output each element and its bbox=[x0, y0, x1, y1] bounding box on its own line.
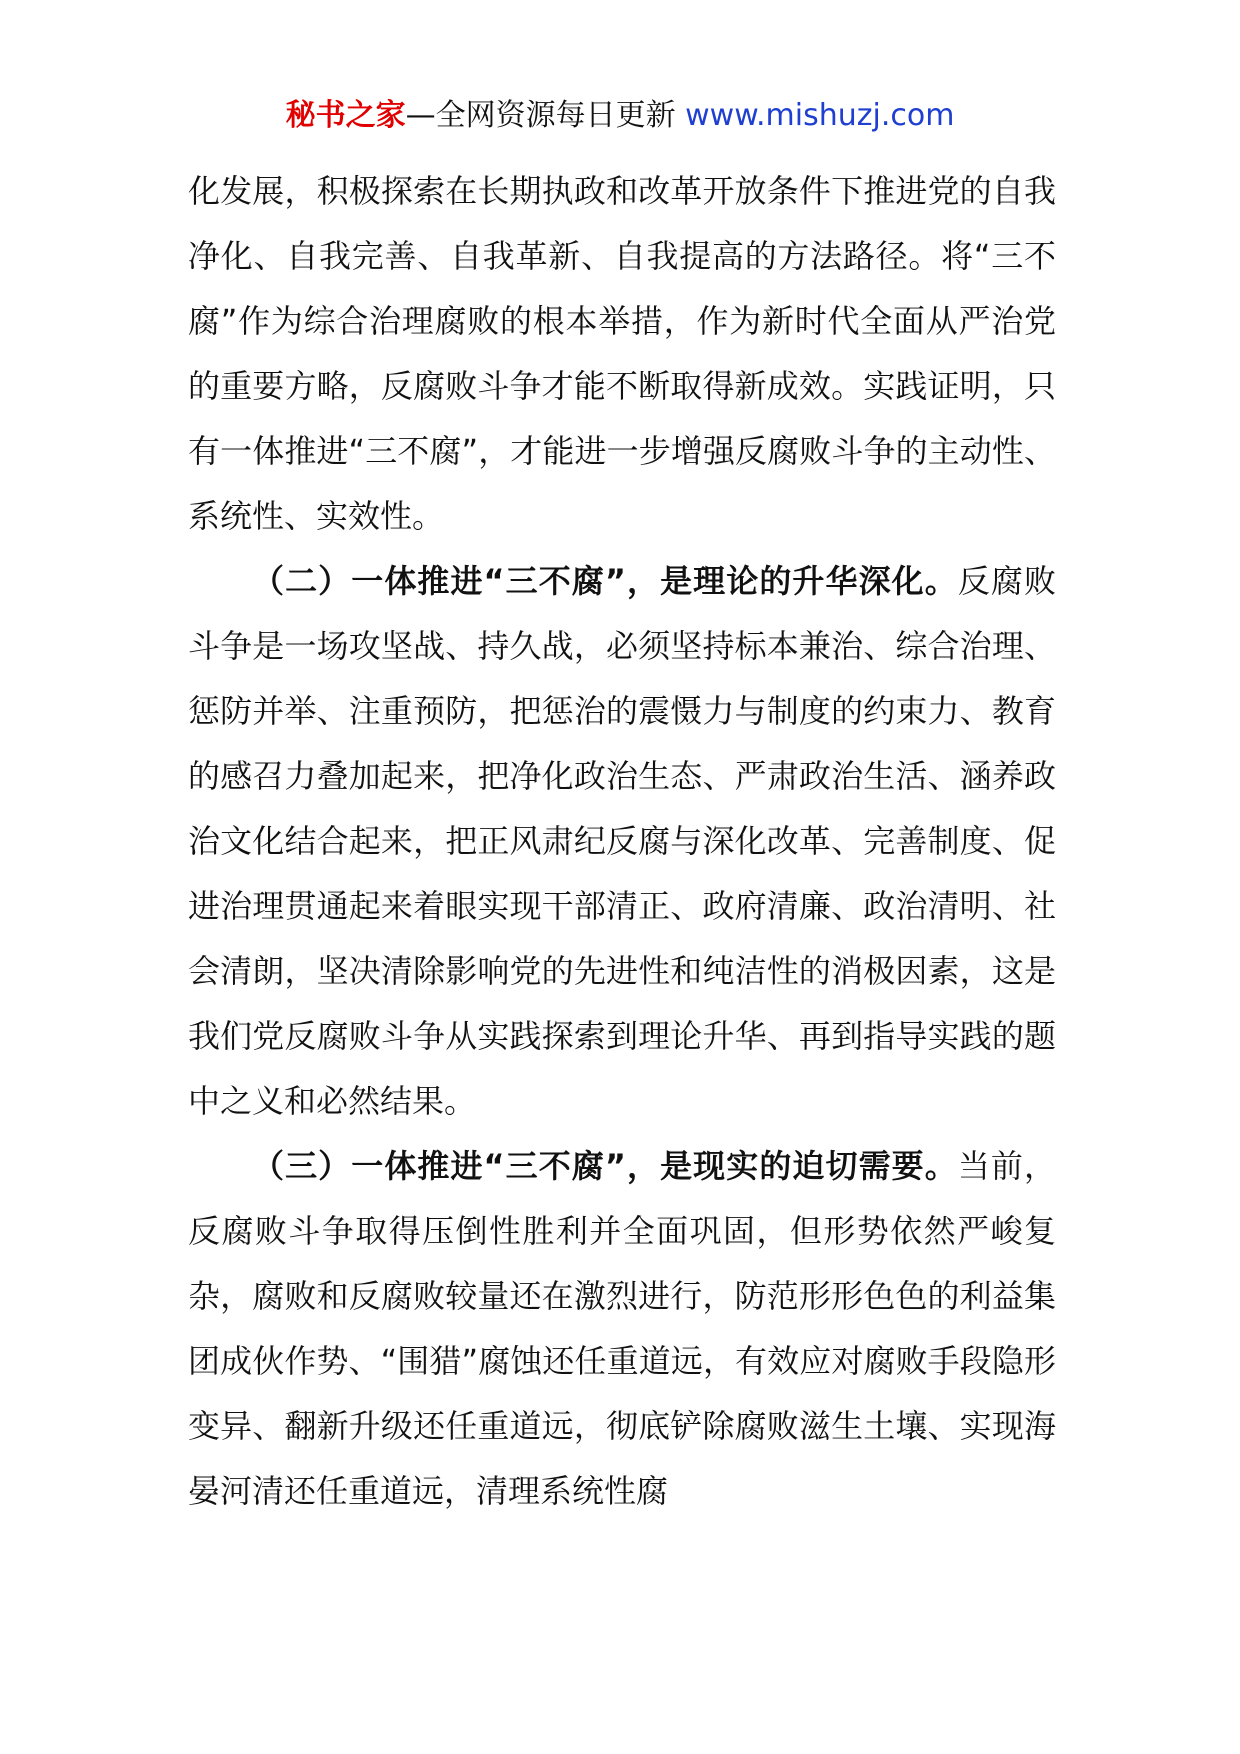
section-2-heading: （二）一体推进“三不腐”，是理论的升华深化。 bbox=[252, 562, 958, 600]
section-2-text: 反腐败斗争是一场攻坚战、持久战，必须坚持标本兼治、综合治理、惩防并举、注重预防，把惩治的震慑力与制度的约束力、教育的感召力叠加起来，把净化政治生态、严肃政治生活、涵养政治文化结合起来，把正风肃纪反腐与深化改革、完善制度、促进治理贯通起来着眼实现干部清正、政府清廉、政治清明、社会清朗，坚决清除影响党的先进性和纯洁性的消极因素，这是我们党反腐败斗争从实践探索到理论升华、再到指导实践的题中之义和必然结果。 bbox=[188, 562, 1056, 1120]
section-3-paragraph bbox=[188, 1134, 1056, 1524]
site-brand: 秘书之家 bbox=[285, 98, 406, 133]
site-url-link[interactable]: www.mishuzj.com bbox=[685, 98, 955, 133]
section-2-paragraph bbox=[188, 549, 1056, 1134]
section-3-heading: （三）一体推进“三不腐”，是现实的迫切需要。 bbox=[252, 1147, 958, 1185]
document-body bbox=[188, 159, 1056, 1524]
paragraph-continuation bbox=[188, 159, 1056, 549]
site-tagline: —全网资源每日更新 bbox=[405, 98, 676, 133]
paragraph-text: 化发展，积极探索在长期执政和改革开放条件下推进党的自我净化、自我完善、自我革新、自我提高的方法路径。将“三不腐”作为综合治理腐败的根本举措，作为新时代全面从严治党的重要方略，反腐败斗争才能不断取得新成效。实践证明，只有一体推进“三不腐”，才能进一步增强反腐败斗争的主动性、系统性、实效性。 bbox=[188, 172, 1056, 535]
site-header bbox=[0, 96, 1240, 136]
section-3-text: 当前，反腐败斗争取得压倒性胜利并全面巩固，但形势依然严峻复杂，腐败和反腐败较量还在激烈进行，防范形形色色的利益集团成伙作势、“围猎”腐蚀还任重道远，有效应对腐败手段隐形变异、翻新升级还任重道远，彻底铲除腐败滋生土壤、实现海晏河清还任重道远，清理系统性腐 bbox=[188, 1147, 1056, 1510]
